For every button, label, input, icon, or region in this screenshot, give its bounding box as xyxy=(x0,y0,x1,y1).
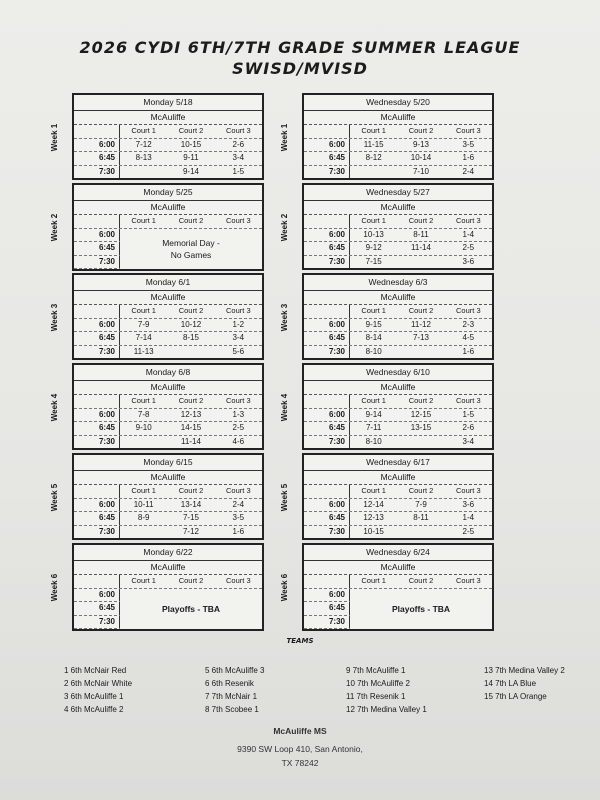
time-cell: 7:30 xyxy=(304,256,350,269)
game-cell: 12-13 xyxy=(180,409,202,419)
day-date-header: Monday 6/15 xyxy=(74,455,262,471)
time-slot-row xyxy=(74,512,262,526)
court-header: Court 1 xyxy=(131,396,156,405)
no-games-note xyxy=(120,589,262,629)
game-cell: 1-5 xyxy=(232,166,245,176)
court-header: Court 2 xyxy=(178,576,204,585)
court-header: Court 3 xyxy=(226,576,251,585)
game-cell: 8-13 xyxy=(135,153,152,162)
game-cell: 2-5 xyxy=(462,243,475,252)
time-slot-row xyxy=(304,422,492,436)
game-table xyxy=(304,575,492,629)
court-header: Court 1 xyxy=(361,306,386,315)
team-entry: 7 7th McNair 1 xyxy=(205,692,258,701)
time-cell: 6:00 xyxy=(74,499,120,512)
week-label: Week 5 xyxy=(50,483,60,512)
court-header: Court 3 xyxy=(226,486,251,495)
week-label: Week 6 xyxy=(280,573,290,602)
time-header-cell xyxy=(74,215,120,228)
game-cell: 1-4 xyxy=(462,229,475,239)
venue-label: McAuliffe xyxy=(304,381,492,395)
game-table xyxy=(74,215,262,269)
time-cell: 6:00 xyxy=(74,139,120,152)
team-entry: 6 6th Resenik xyxy=(205,679,254,688)
time-cell: 6:00 xyxy=(304,229,350,242)
week-label: Week 5 xyxy=(280,483,290,512)
court-header: Court 2 xyxy=(178,126,204,135)
game-cell xyxy=(397,436,444,449)
time-cell: 7:30 xyxy=(74,616,120,629)
game-cell: 12-15 xyxy=(410,409,432,419)
time-header-cell xyxy=(304,215,350,228)
team-entry: 4 6th McAuliffe 2 xyxy=(64,705,124,714)
game-cell xyxy=(120,436,167,449)
game-cell: 10-15 xyxy=(363,526,384,536)
game-cell: 8-9 xyxy=(137,513,150,522)
court-header: Court 1 xyxy=(361,126,386,135)
week-label: Week 3 xyxy=(280,303,290,332)
time-slot-row xyxy=(74,436,262,449)
day-date-header: Monday 6/8 xyxy=(74,365,262,381)
time-slot-row xyxy=(74,422,262,436)
time-slot-row xyxy=(74,166,262,179)
game-cell: 7-14 xyxy=(135,333,152,342)
court-header: Court 3 xyxy=(456,576,481,585)
game-cell: 5-6 xyxy=(232,346,245,356)
court-header: Court 1 xyxy=(131,126,156,135)
game-cell: 4-5 xyxy=(462,333,475,342)
time-slot-row xyxy=(74,139,262,153)
time-slot-row xyxy=(304,319,492,333)
game-cell: 7-11 xyxy=(365,423,382,432)
day-date-header: Wednesday 5/20 xyxy=(304,95,492,111)
court-header: Court 2 xyxy=(178,216,204,225)
game-cell: 9-14 xyxy=(365,409,382,419)
game-cell: 8-11 xyxy=(413,513,429,522)
game-cell: 3-6 xyxy=(462,499,475,509)
game-table xyxy=(304,305,492,358)
team-entry: 1 6th McNair Red xyxy=(64,666,127,675)
footer-address-line2: TX 78242 xyxy=(281,758,319,768)
teams-column xyxy=(64,664,132,716)
wednesday-schedule-box xyxy=(302,273,494,360)
venue-label: McAuliffe xyxy=(304,201,492,215)
game-cell: 2-4 xyxy=(462,166,475,176)
time-header-cell xyxy=(304,575,350,588)
game-cell: 4-6 xyxy=(232,436,245,446)
team-entry: 2 6th McNair White xyxy=(64,679,133,688)
game-cell xyxy=(397,526,444,539)
time-cell: 7:30 xyxy=(304,436,350,449)
venue-label: McAuliffe xyxy=(74,291,262,305)
game-cell: 10-13 xyxy=(363,229,384,239)
game-cell: 2-6 xyxy=(462,423,475,432)
teams-column xyxy=(205,664,264,716)
game-cell: 11-14 xyxy=(181,436,201,446)
note-line: Playoffs - TBA xyxy=(391,604,451,614)
time-cell: 7:30 xyxy=(304,346,350,359)
court-header: Court 1 xyxy=(131,306,156,315)
time-cell: 6:45 xyxy=(304,152,350,165)
time-cell: 6:00 xyxy=(304,499,350,512)
footer-school-name: McAuliffe MS xyxy=(273,726,327,736)
team-entry: 10 7th McAuliffe 2 xyxy=(346,679,410,688)
week-label: Week 2 xyxy=(50,213,60,242)
game-cell: 8-10 xyxy=(365,346,382,356)
team-entry: 9 7th McAuliffe 1 xyxy=(346,666,406,675)
game-cell: 9-11 xyxy=(183,153,199,162)
game-table xyxy=(74,125,262,178)
monday-schedule-box xyxy=(72,273,264,360)
game-cell: 8-12 xyxy=(365,153,382,162)
day-date-header: Monday 6/22 xyxy=(74,545,262,561)
game-cell: 3-5 xyxy=(462,139,475,149)
time-slot-row xyxy=(304,139,492,153)
time-cell: 6:45 xyxy=(74,152,120,165)
wednesday-schedule-box xyxy=(302,543,494,631)
week-label: Week 6 xyxy=(50,573,60,602)
team-entry: 12 7th Medina Valley 1 xyxy=(346,705,427,714)
time-cell: 7:30 xyxy=(74,346,120,359)
game-cell: 9-15 xyxy=(365,319,382,329)
time-header-cell xyxy=(304,305,350,318)
day-date-header: Wednesday 6/10 xyxy=(304,365,492,381)
time-cell: 6:45 xyxy=(74,242,120,255)
game-cell: 10-11 xyxy=(133,499,154,509)
court-header: Court 3 xyxy=(226,216,251,225)
court-header: Court 2 xyxy=(408,396,434,405)
time-cell: 7:30 xyxy=(304,526,350,539)
note-line: No Games xyxy=(170,250,212,260)
court-header: Court 1 xyxy=(361,216,386,225)
day-date-header: Wednesday 6/24 xyxy=(304,545,492,561)
game-cell: 13-15 xyxy=(410,423,432,432)
day-date-header: Monday 6/1 xyxy=(74,275,262,291)
week-label: Week 4 xyxy=(280,393,290,422)
game-cell: 1-6 xyxy=(232,526,245,536)
court-header-row xyxy=(304,215,492,229)
court-header: Court 2 xyxy=(408,216,434,225)
game-cell: 9-12 xyxy=(365,243,382,252)
court-header: Court 3 xyxy=(456,126,481,135)
time-cell: 6:45 xyxy=(304,422,350,435)
monday-schedule-box xyxy=(72,453,264,540)
court-header-row xyxy=(304,575,492,589)
time-header-cell xyxy=(304,125,350,138)
footer-address-line1: 9390 SW Loop 410, San Antonio, xyxy=(237,744,363,754)
time-cell: 7:30 xyxy=(74,166,120,179)
monday-schedule-box xyxy=(72,93,264,180)
time-slot-row xyxy=(74,152,262,166)
team-entry: 11 7th Resenik 1 xyxy=(346,692,406,701)
game-cell: 2-4 xyxy=(232,499,245,509)
court-header-row xyxy=(74,395,262,409)
time-slot-row xyxy=(304,526,492,539)
court-header-row xyxy=(74,125,262,139)
team-entry: 8 7th Scobee 1 xyxy=(205,705,259,714)
court-header: Court 1 xyxy=(361,486,386,495)
game-cell: 3-5 xyxy=(232,513,245,522)
monday-schedule-box xyxy=(72,363,264,450)
game-cell: 1-6 xyxy=(462,153,475,162)
time-header-cell xyxy=(74,485,120,498)
court-header-row xyxy=(304,305,492,319)
game-cell: 8-15 xyxy=(182,333,199,342)
game-cell xyxy=(397,256,444,269)
game-table xyxy=(74,305,262,358)
court-header: Court 1 xyxy=(131,576,156,585)
time-cell: 6:45 xyxy=(74,512,120,525)
game-cell: 12-13 xyxy=(363,513,384,522)
game-cell: 3-4 xyxy=(462,436,475,446)
time-cell: 6:45 xyxy=(74,332,120,345)
page-title: 2026 CYDI 6TH/7TH GRADE SUMMER LEAGUE xyxy=(79,38,521,57)
time-slot-row xyxy=(74,409,262,423)
game-cell xyxy=(350,166,397,179)
time-cell: 6:00 xyxy=(74,319,120,332)
time-header-cell xyxy=(304,485,350,498)
venue-label: McAuliffe xyxy=(74,471,262,485)
day-date-header: Wednesday 6/17 xyxy=(304,455,492,471)
time-slot-row xyxy=(304,256,492,269)
week-label: Week 3 xyxy=(50,303,60,332)
time-slot-row xyxy=(304,152,492,166)
time-header-cell xyxy=(304,395,350,408)
court-header: Court 1 xyxy=(131,216,156,225)
time-cell: 6:45 xyxy=(304,512,350,525)
venue-label: McAuliffe xyxy=(304,561,492,575)
wednesday-schedule-box xyxy=(302,363,494,450)
week-label: Week 1 xyxy=(280,123,290,152)
game-cell: 9-14 xyxy=(182,166,199,176)
time-slot-row xyxy=(304,229,492,243)
game-cell: 13-14 xyxy=(180,499,202,509)
court-header: Court 3 xyxy=(226,396,251,405)
monday-schedule-box xyxy=(72,183,264,271)
time-slot-row xyxy=(74,319,262,333)
note-line: Playoffs - TBA xyxy=(161,604,221,614)
wednesday-schedule-box xyxy=(302,93,494,180)
game-cell: 9-13 xyxy=(412,139,429,149)
game-cell: 2-3 xyxy=(462,319,475,329)
time-cell: 6:45 xyxy=(74,602,120,615)
game-cell: 1-4 xyxy=(462,513,475,522)
game-cell: 11-13 xyxy=(133,346,154,356)
game-cell: 2-6 xyxy=(232,139,245,149)
game-cell: 7-15 xyxy=(182,513,199,522)
game-cell: 7-15 xyxy=(365,256,382,266)
time-cell: 7:30 xyxy=(74,526,120,539)
court-header-row xyxy=(74,575,262,589)
court-header-row xyxy=(74,485,262,499)
game-cell: 11-12 xyxy=(411,319,431,329)
game-cell: 3-4 xyxy=(232,333,245,342)
time-header-cell xyxy=(74,125,120,138)
time-cell: 6:00 xyxy=(74,409,120,422)
court-header: Court 3 xyxy=(456,396,481,405)
game-table xyxy=(74,395,262,448)
game-cell: 14-15 xyxy=(180,423,202,432)
game-cell xyxy=(397,346,444,359)
game-table xyxy=(304,395,492,448)
time-cell: 6:00 xyxy=(304,319,350,332)
court-header-row xyxy=(304,125,492,139)
game-cell: 7-9 xyxy=(137,319,150,329)
court-header: Court 2 xyxy=(178,486,204,495)
venue-label: McAuliffe xyxy=(304,111,492,125)
time-cell: 7:30 xyxy=(74,436,120,449)
game-cell xyxy=(167,346,214,359)
game-cell: 7-13 xyxy=(412,333,429,342)
time-slot-row xyxy=(304,242,492,256)
team-entry: 5 6th McAuliffe 3 xyxy=(205,666,265,675)
game-cell xyxy=(120,166,167,179)
wednesday-schedule-box xyxy=(302,183,494,270)
game-cell: 8-11 xyxy=(413,229,429,239)
day-date-header: Wednesday 5/27 xyxy=(304,185,492,201)
time-slot-row xyxy=(304,346,492,359)
game-table xyxy=(74,575,262,629)
teams-column xyxy=(346,664,427,716)
court-header: Court 2 xyxy=(408,126,434,135)
time-slot-row xyxy=(304,499,492,513)
game-cell: 1-3 xyxy=(232,409,245,419)
game-cell: 2-5 xyxy=(462,526,475,536)
court-header: Court 1 xyxy=(361,576,386,585)
game-table xyxy=(74,485,262,538)
time-cell: 6:00 xyxy=(304,409,350,422)
court-header: Court 2 xyxy=(408,576,434,585)
time-slot-row xyxy=(304,436,492,449)
court-header-row xyxy=(304,395,492,409)
court-header: Court 3 xyxy=(456,486,481,495)
court-header: Court 2 xyxy=(178,396,204,405)
venue-label: McAuliffe xyxy=(74,561,262,575)
venue-label: McAuliffe xyxy=(74,381,262,395)
time-slot-row xyxy=(304,332,492,346)
court-header: Court 2 xyxy=(408,486,434,495)
teams-heading: TEAMS xyxy=(286,637,314,645)
court-header: Court 3 xyxy=(456,306,481,315)
game-cell: 1-5 xyxy=(462,409,475,419)
game-cell: 1-6 xyxy=(462,346,475,356)
court-header-row xyxy=(74,305,262,319)
game-cell xyxy=(120,526,167,539)
game-cell: 3-6 xyxy=(462,256,475,266)
day-date-header: Wednesday 6/3 xyxy=(304,275,492,291)
time-slot-row xyxy=(74,499,262,513)
time-cell: 7:30 xyxy=(304,166,350,179)
note-line: Memorial Day - xyxy=(162,238,220,248)
court-header: Court 1 xyxy=(361,396,386,405)
time-slot-row xyxy=(304,409,492,423)
day-date-header: Monday 5/25 xyxy=(74,185,262,201)
game-cell: 7-10 xyxy=(412,166,429,176)
court-header: Court 3 xyxy=(226,126,251,135)
game-cell: 10-15 xyxy=(180,139,202,149)
time-cell: 6:45 xyxy=(304,332,350,345)
game-cell: 7-12 xyxy=(135,139,152,149)
game-cell: 8-10 xyxy=(365,436,382,446)
court-header: Court 2 xyxy=(178,306,204,315)
game-cell: 3-4 xyxy=(232,153,245,162)
team-entry: 14 7th LA Blue xyxy=(484,679,537,688)
week-label: Week 4 xyxy=(50,393,60,422)
no-games-note xyxy=(350,589,492,629)
page-subtitle: SWISD/MVISD xyxy=(232,59,368,78)
game-cell: 10-12 xyxy=(180,319,202,329)
venue-label: McAuliffe xyxy=(74,111,262,125)
time-slot-row xyxy=(74,526,262,539)
day-date-header: Monday 5/18 xyxy=(74,95,262,111)
time-cell: 6:00 xyxy=(74,229,120,242)
no-games-note xyxy=(120,229,262,269)
team-entry: 15 7th LA Orange xyxy=(484,692,547,701)
monday-schedule-box xyxy=(72,543,264,631)
court-header: Court 3 xyxy=(456,216,481,225)
venue-label: McAuliffe xyxy=(304,471,492,485)
time-header-cell xyxy=(74,575,120,588)
time-cell: 6:00 xyxy=(304,589,350,602)
game-cell: 11-15 xyxy=(363,139,384,149)
game-cell: 12-14 xyxy=(363,499,384,509)
time-slot-row xyxy=(74,332,262,346)
game-cell: 7-9 xyxy=(415,499,427,509)
time-header-cell xyxy=(74,305,120,318)
time-cell: 7:30 xyxy=(74,256,120,269)
time-header-cell xyxy=(74,395,120,408)
week-label: Week 1 xyxy=(50,123,60,152)
court-header-row xyxy=(304,485,492,499)
game-cell: 10-14 xyxy=(410,153,432,162)
wednesday-schedule-box xyxy=(302,453,494,540)
game-cell: 11-14 xyxy=(411,243,431,252)
game-table xyxy=(304,485,492,538)
time-slot-row xyxy=(304,512,492,526)
court-header: Court 1 xyxy=(131,486,156,495)
game-cell: 7-8 xyxy=(137,409,150,419)
game-cell: 7-12 xyxy=(182,526,199,536)
teams-column xyxy=(484,664,565,703)
court-header-row xyxy=(74,215,262,229)
game-cell: 2-5 xyxy=(232,423,245,432)
venue-label: McAuliffe xyxy=(304,291,492,305)
game-table xyxy=(304,125,492,178)
team-entry: 3 6th McAuliffe 1 xyxy=(64,692,124,701)
time-cell: 6:45 xyxy=(304,602,350,615)
time-cell: 6:45 xyxy=(74,422,120,435)
time-slot-row xyxy=(74,346,262,359)
week-label: Week 2 xyxy=(280,213,290,242)
team-entry: 13 7th Medina Valley 2 xyxy=(484,666,565,675)
game-cell: 9-10 xyxy=(135,423,152,432)
venue-label: McAuliffe xyxy=(74,201,262,215)
game-table xyxy=(304,215,492,268)
time-slot-row xyxy=(304,166,492,179)
game-cell: 1-2 xyxy=(232,319,245,329)
game-cell: 8-14 xyxy=(365,333,382,342)
time-cell: 6:00 xyxy=(74,589,120,602)
time-cell: 7:30 xyxy=(304,616,350,629)
time-cell: 6:45 xyxy=(304,242,350,255)
time-cell: 6:00 xyxy=(304,139,350,152)
court-header: Court 3 xyxy=(226,306,251,315)
court-header: Court 2 xyxy=(408,306,434,315)
